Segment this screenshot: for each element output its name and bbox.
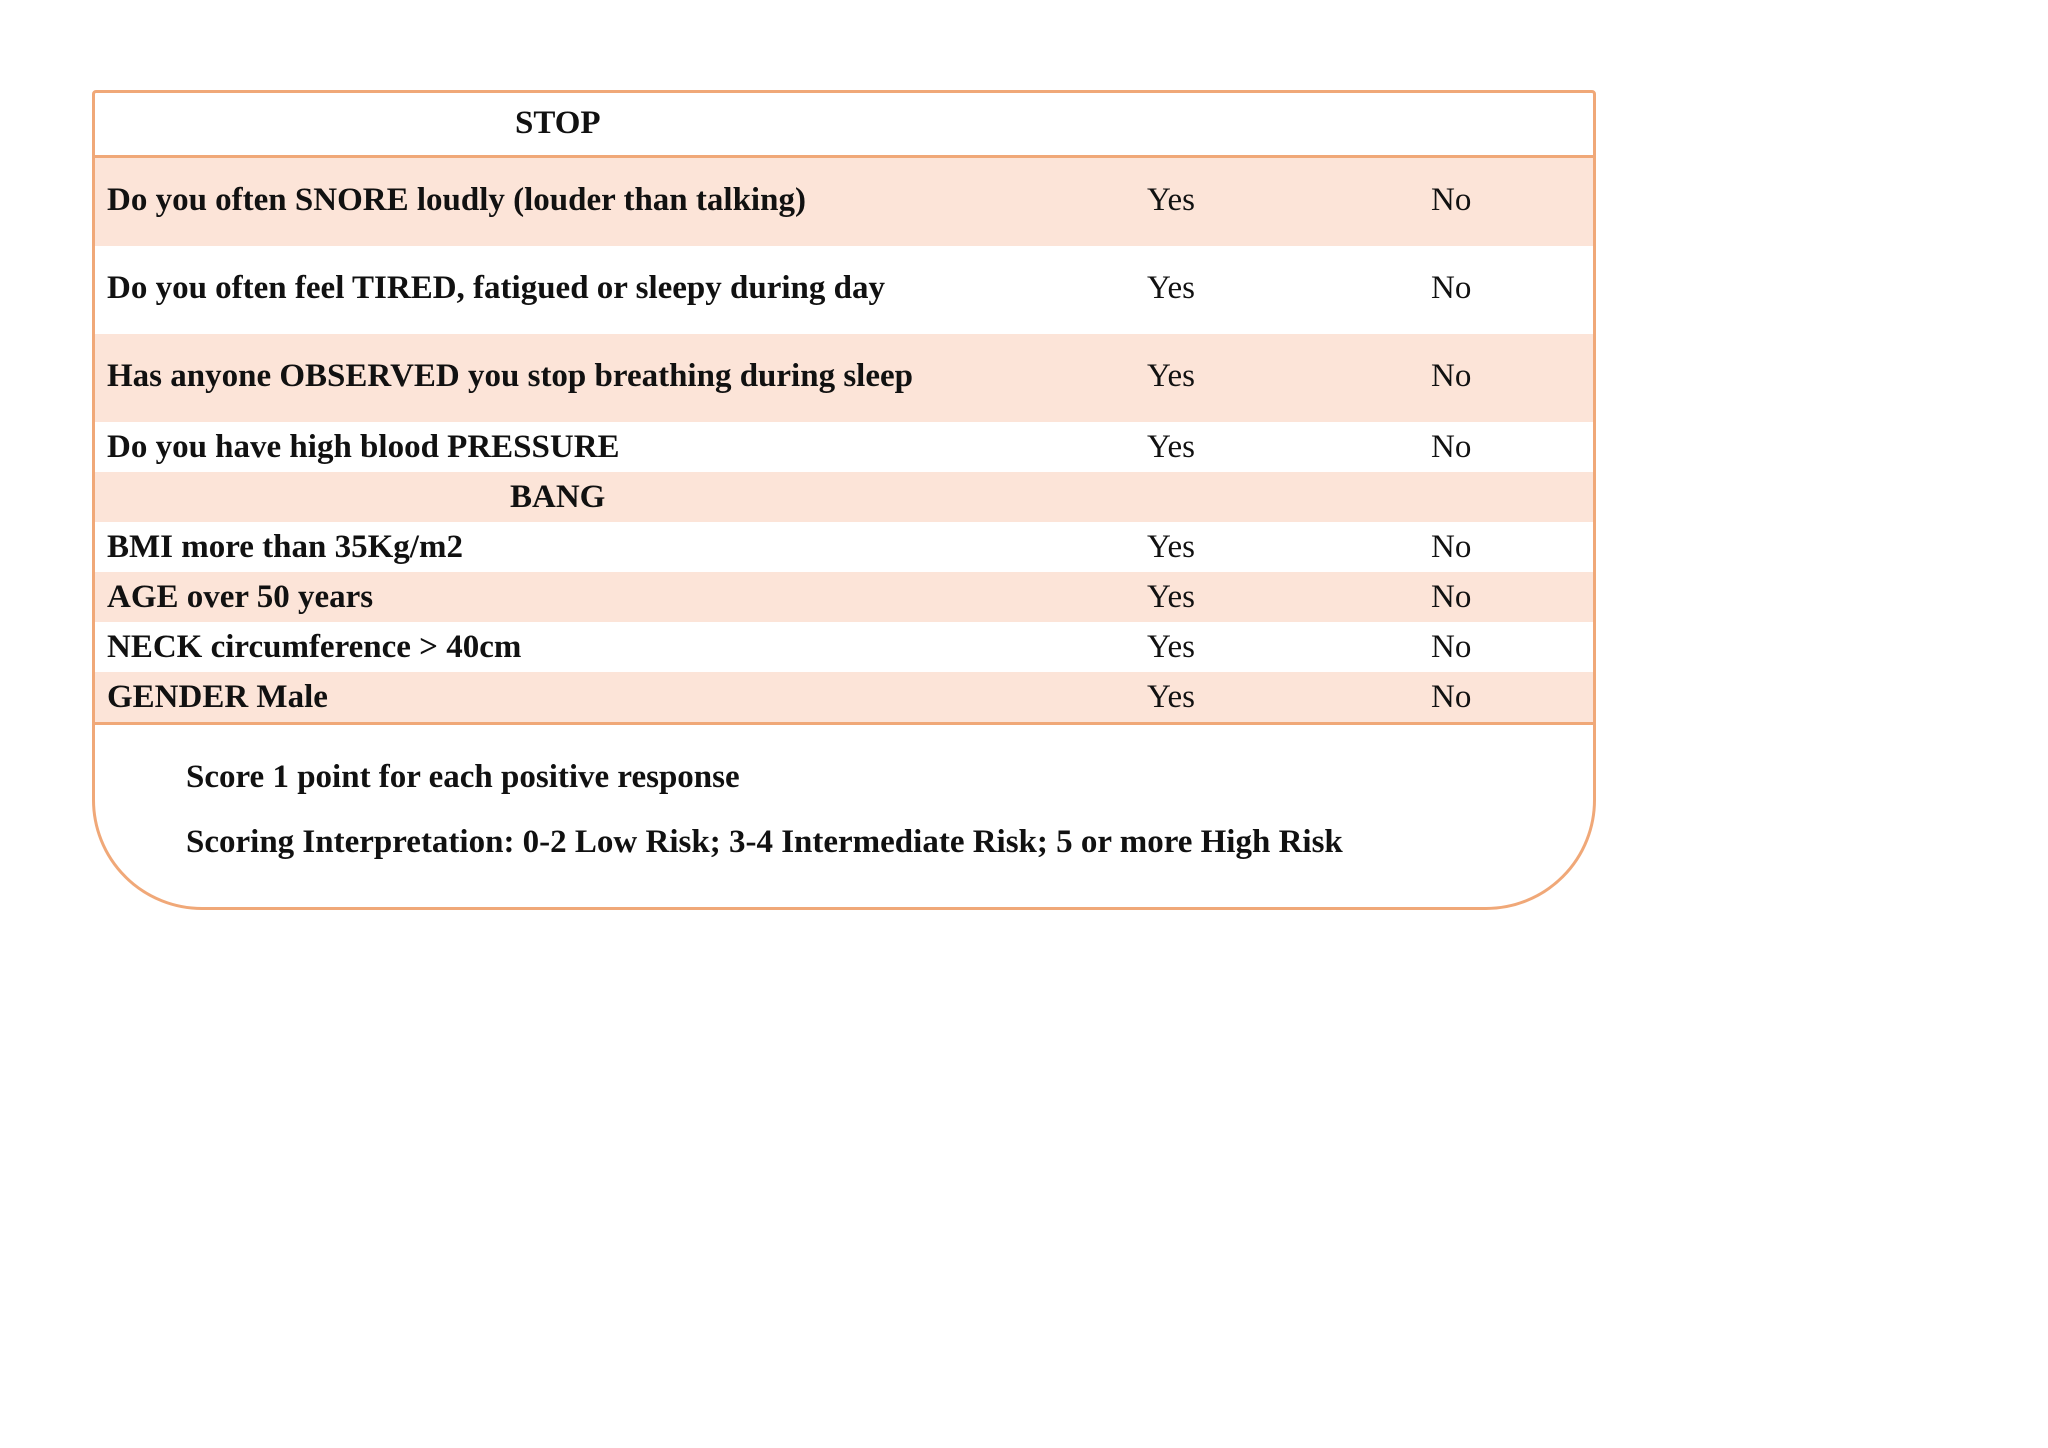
question-tired: Do you often feel TIRED, fatigued or sleepy during day bbox=[107, 270, 885, 306]
answer-yes: Yes bbox=[1147, 629, 1196, 665]
table-row bbox=[95, 334, 1593, 422]
answer-yes: Yes bbox=[1147, 270, 1196, 306]
stop-heading: STOP bbox=[515, 105, 601, 141]
answer-yes: Yes bbox=[1147, 679, 1196, 715]
answer-yes: Yes bbox=[1147, 429, 1196, 465]
question-gender: GENDER Male bbox=[107, 679, 328, 715]
question-bmi: BMI more than 35Kg/m2 bbox=[107, 529, 463, 565]
table-row bbox=[95, 572, 1593, 622]
table-row bbox=[95, 422, 1593, 472]
stop-header-row bbox=[95, 93, 1593, 155]
answer-no: No bbox=[1431, 579, 1472, 615]
answer-yes: Yes bbox=[1147, 529, 1196, 565]
table-row bbox=[95, 158, 1593, 246]
answer-no: No bbox=[1431, 629, 1472, 665]
bang-heading: BANG bbox=[510, 479, 606, 515]
answer-yes: Yes bbox=[1147, 579, 1196, 615]
table-row bbox=[95, 522, 1593, 572]
table-row bbox=[95, 622, 1593, 672]
score-note: Score 1 point for each positive response bbox=[186, 759, 740, 795]
question-pressure: Do you have high blood PRESSURE bbox=[107, 429, 620, 465]
answer-yes: Yes bbox=[1147, 358, 1196, 394]
answer-yes: Yes bbox=[1147, 182, 1196, 218]
question-age: AGE over 50 years bbox=[107, 579, 374, 615]
table-row bbox=[95, 672, 1593, 722]
question-observed: Has anyone OBSERVED you stop breathing during sleep bbox=[107, 358, 913, 394]
answer-no: No bbox=[1431, 358, 1472, 394]
answer-no: No bbox=[1431, 270, 1472, 306]
question-snore: Do you often SNORE loudly (louder than talking) bbox=[107, 182, 806, 218]
answer-no: No bbox=[1431, 529, 1472, 565]
scoring-interpretation: Scoring Interpretation: 0-2 Low Risk; 3-4 Intermediate Risk; 5 or more High Risk bbox=[186, 824, 1343, 860]
question-neck: NECK circumference > 40cm bbox=[107, 629, 522, 665]
answer-no: No bbox=[1431, 182, 1472, 218]
table-row bbox=[95, 246, 1593, 334]
answer-no: No bbox=[1431, 429, 1472, 465]
stop-bang-questionnaire bbox=[92, 90, 1596, 910]
answer-no: No bbox=[1431, 679, 1472, 715]
bang-header-row bbox=[95, 472, 1593, 522]
table-bottom-divider bbox=[95, 722, 1593, 725]
